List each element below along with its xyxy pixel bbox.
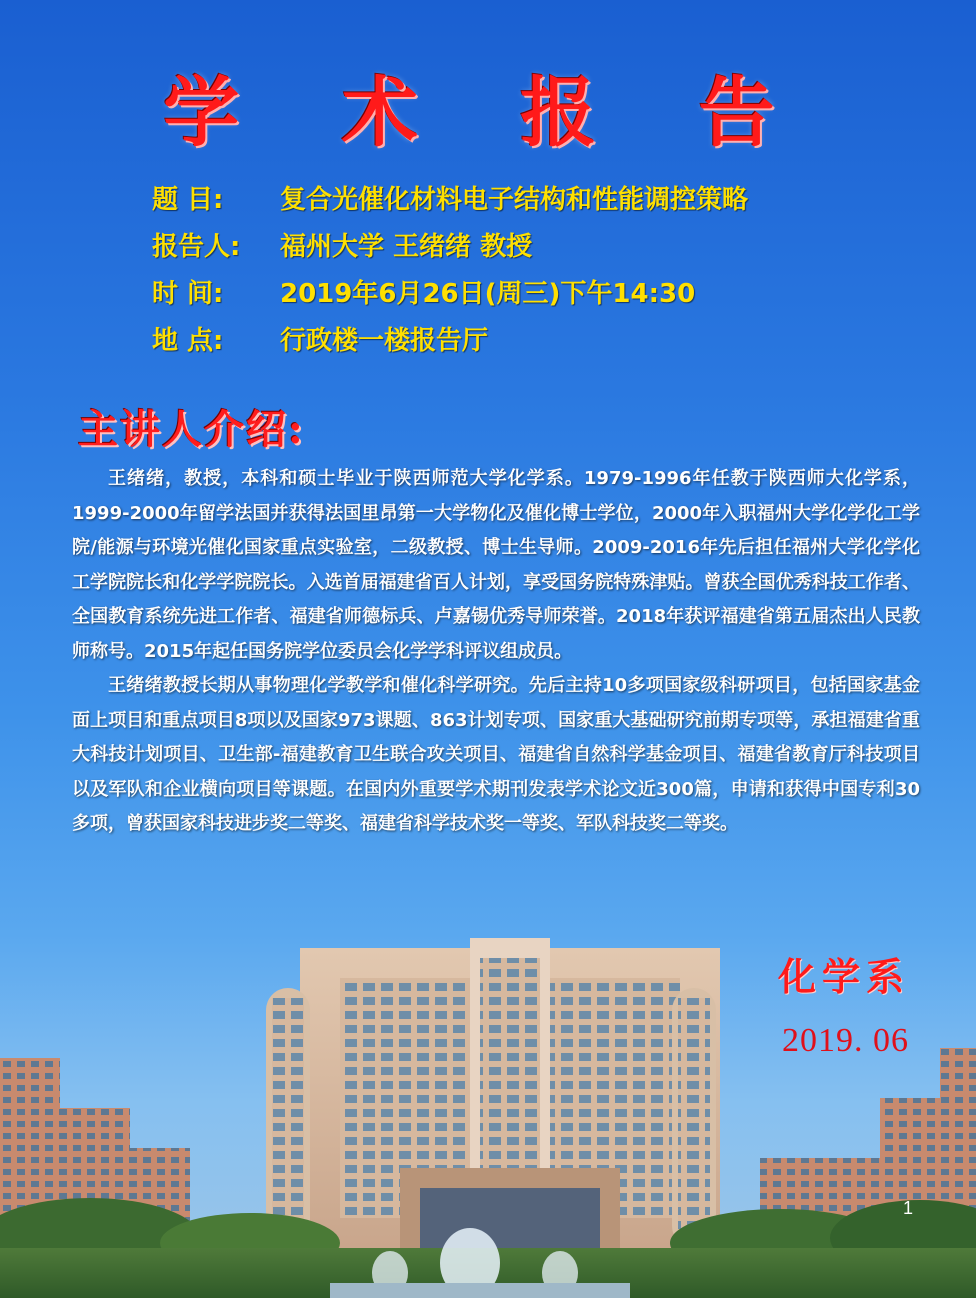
location-label: 地 点: <box>152 325 224 356</box>
time-label: 时 间: <box>152 278 224 309</box>
talk-info <box>152 172 748 360</box>
info-row-speaker <box>152 219 748 269</box>
time-value: 2019年6月26日(周三)下午14:30 <box>280 278 696 309</box>
department-name: 化学系 <box>778 954 911 999</box>
topic-label: 题 目: <box>152 184 224 215</box>
info-row-time <box>152 266 748 316</box>
info-row-topic <box>152 172 748 222</box>
page-number: 1 <box>903 1198 914 1218</box>
topic-value: 复合光催化材料电子结构和性能调控策略 <box>280 184 749 215</box>
location-value: 行政楼一楼报告厅 <box>280 325 489 356</box>
bio-paragraph-1: 王绪绪，教授，本科和硕士毕业于陕西师范大学化学系。1979-1996年任教于陕西师大化学系，1999-2000年留学法国并获得法国里昂第一大学物化及催化博士学位，2000年入职福州大学化学化工学院/能源与环境光催化国家重点实验室，二级教授、博士生导师。2009-2016年先后担任福州大学化学化工学院院长和化学学院院长。入选首届福建省百人计划，享受国务院特殊津贴。曾获全国优秀科技工作者、全国教育系统先进工作者、福建省师德标兵、卢嘉锡优秀导师荣誉。2018年获评福建省第五届杰出人民教师称号。2015年起任国务院学位委员会化学学科评议组成员。 <box>72 468 920 662</box>
poster-title: 学 术 报 告 <box>163 68 813 157</box>
speaker-intro-heading: 主讲人介绍: <box>78 406 305 453</box>
speaker-label: 报告人: <box>152 231 241 262</box>
speaker-value: 福州大学 王绪绪 教授 <box>280 231 533 262</box>
poster-date: 2019. 06 <box>782 1022 909 1059</box>
bio-paragraph-2: 王绪绪教授长期从事物理化学教学和催化科学研究。先后主持10多项国家级科研项目，包括国家基金面上项目和重点项目8项以及国家973课题、863计划专项、国家重大基础研究前期专项等，承担福建省重大科技计划项目、卫生部-福建教育卫生联合攻关项目、福建省自然科学基金项目、福建省教育厅科技项目以及军队和企业横向项目等课题。在国内外重要学术期刊发表学术论文近300篇，申请和获得中国专利30多项，曾获国家科技进步奖二等奖、福建省科学技术奖一等奖、军队科技奖二等奖。 <box>72 675 920 834</box>
campus-building-photo <box>0 938 976 1298</box>
speaker-bio <box>72 462 920 842</box>
info-row-location <box>152 313 748 363</box>
